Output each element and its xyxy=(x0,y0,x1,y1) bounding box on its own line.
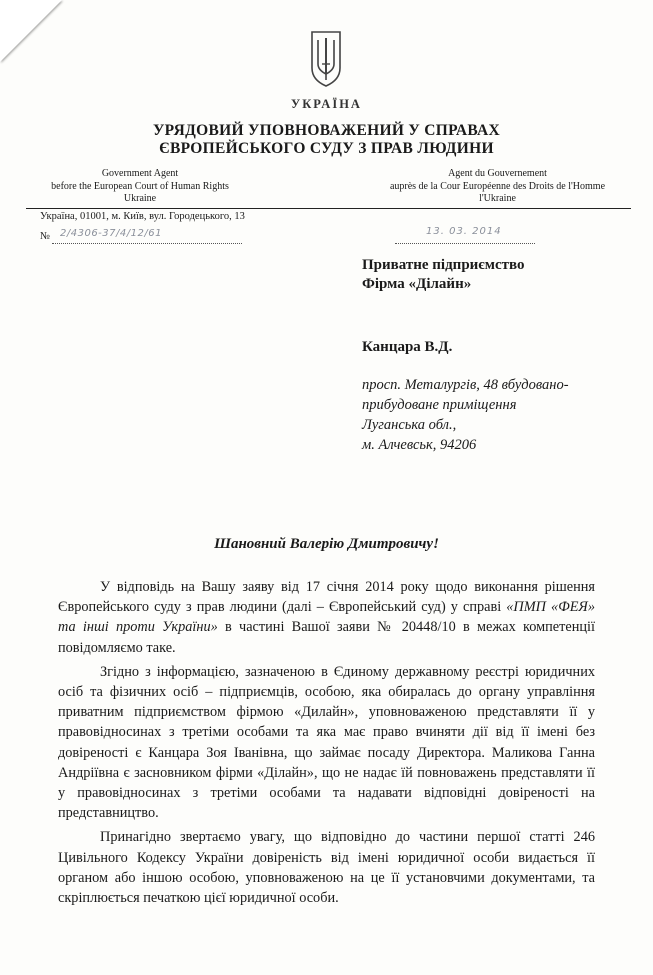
recipient-company xyxy=(362,256,525,294)
organization-title xyxy=(0,122,653,158)
case-name: «ПМП «ФЕЯ» та інші проти України» xyxy=(58,599,595,636)
header-fr-line-1: Agent du Gouvernement xyxy=(448,168,547,179)
reference-number-handwritten: 2/4306-37/4/12/61 xyxy=(60,228,162,239)
reference-number-label: № xyxy=(40,231,51,242)
folded-corner xyxy=(0,0,62,62)
letter-greeting: Шановний Валерію Дмитровичу! xyxy=(214,536,439,552)
paragraph-1-end: в частині Вашої заяви № 20448/10 в межах компетенції повідомляємо таке. xyxy=(58,619,595,656)
recipient-address-line-3: Луганська обл., xyxy=(362,417,457,433)
paragraph-1 xyxy=(58,577,595,658)
header-en-line-2: before the European Court of Human Rights xyxy=(51,180,229,192)
recipient-address-line-4: м. Алчевськ, 94206 xyxy=(362,437,477,453)
paragraph-2: Згідно з інформацією, зазначеною в Єдиному державному реєстрі юридичних осіб та фізичних осіб – підприємців, особою, яка обиралась до органу управління приватним підприємством фірмою «Дилайн», уповноваженою представляти її у правовідносинах з третіми особами та яка має право вчиняти дії від її імені без довіреності є Канцара Зоя Іванівна, що займає посаду Директора. Маликова Ганна Андріївна є засновником фірми «Ділайн», що не надає їй повноважень представляти її у правовідносинах з третіми особами та надавати відповідні довіреності на представництво. xyxy=(58,663,595,822)
org-title-line-2: ЄВРОПЕЙСЬКОГО СУДУ З ПРАВ ЛЮДИНИ xyxy=(159,140,494,157)
paragraph-1-intro: У відповідь на Вашу заяву від 17 січня 2014 року щодо виконання рішення Європейського суду з прав людини (далі – Європейський суд) у справі xyxy=(58,579,595,616)
recipient-line-2: Фірма «Ділайн» xyxy=(362,276,472,292)
reference-number-line xyxy=(52,243,242,244)
header-en-line-1: Government Agent xyxy=(101,168,179,179)
recipient-person: Канцара В.Д. xyxy=(362,339,453,355)
letter-body xyxy=(58,577,595,912)
header-en-line-3: Ukraine xyxy=(123,193,157,204)
country-name: УКРАЇНА xyxy=(291,97,362,111)
org-title-line-1: УРЯДОВИЙ УПОВНОВАЖЕНИЙ У СПРАВАХ xyxy=(152,122,501,139)
header-divider xyxy=(26,208,631,209)
date-line xyxy=(395,243,535,244)
recipient-address-line-2: прибудоване приміщення xyxy=(362,397,517,413)
recipient-line-1: Приватне підприємство xyxy=(362,257,525,273)
header-fr-line-2: auprès de la Cour Européenne des Droits de l'Homme xyxy=(389,180,606,192)
header-fr-line-3: l'Ukraine xyxy=(479,193,516,204)
trident-emblem-icon xyxy=(306,28,346,90)
recipient-address-line-1: просп. Металургів, 48 вбудовано- xyxy=(362,377,569,393)
header-french xyxy=(370,168,625,206)
sender-address: Україна, 01001, м. Київ, вул. Городецького, 13 xyxy=(40,211,245,222)
paragraph-3: Принагідно звертаємо увагу, що відповідно до частини першої статті 246 Цивільного Кодексу України довіреність від імені юридичної особи видається її органом або іншою особою, уповноваженою на це її установчими документами, та скріплюється печаткою цієї юридичної особи. xyxy=(58,829,595,907)
header-english xyxy=(40,168,240,206)
recipient-address xyxy=(362,375,569,455)
date-handwritten: 13. 03. 2014 xyxy=(426,226,502,237)
